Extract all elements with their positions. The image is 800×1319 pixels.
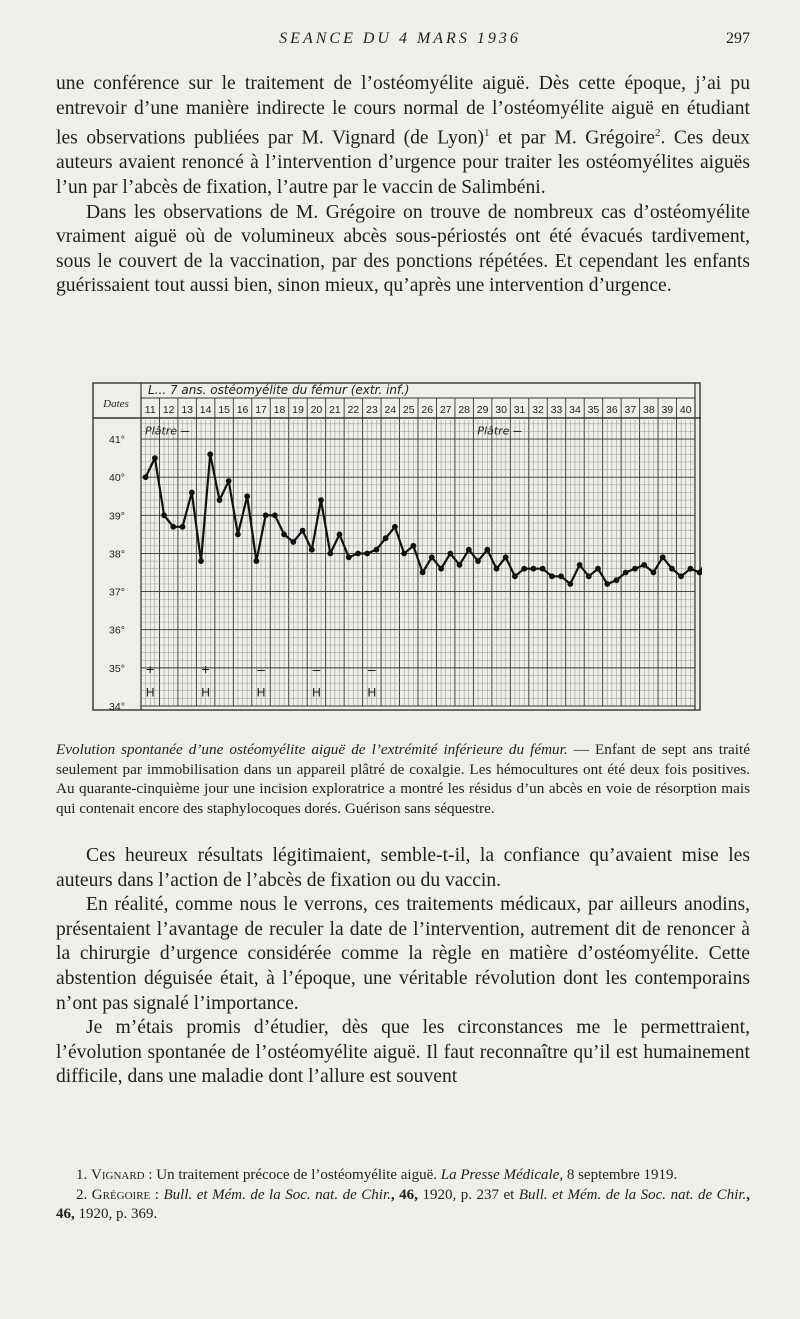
temperature-point (457, 562, 463, 568)
paragraph-1: une conférence sur le traitement de l’ostéomyélite aiguë. Dès cette époque, j’ai pu entrevoir d’une manière indirecte le cours normal de l’ostéomyélite aiguë en étudiant les observations publiées par M. Vignard (de Lyon)$^1$ et par M. Grégoire$^2$. Ces deux auteurs avaient renoncé à l’intervention d’urgence pour traiter les ostéomyélites aiguës l’un par l’abcès de fixation, l’autre par le vaccin de Salimbéni. (56, 73, 750, 198)
temperature-point (272, 512, 278, 518)
day-label: 14 (199, 404, 212, 416)
temperature-point (226, 478, 232, 484)
temperature-point (567, 581, 573, 587)
temperature-point (309, 547, 315, 553)
temperature-point (235, 532, 241, 538)
temperature-point (623, 570, 629, 576)
day-label: 11 (144, 404, 156, 416)
temperature-point (152, 455, 158, 461)
hemoculture-label: H (201, 685, 210, 700)
y-tick-label: 34° (109, 701, 125, 712)
temperature-point (447, 551, 453, 557)
chart-frame (93, 383, 700, 710)
temperature-point (660, 554, 666, 560)
figure-caption (56, 740, 750, 818)
temperature-point (189, 490, 195, 496)
top-text-block (56, 72, 750, 299)
y-tick-label: 36° (109, 624, 125, 637)
temperature-point (466, 547, 472, 553)
y-tick-label: 40° (109, 472, 125, 485)
y-tick-label: 41° (109, 434, 125, 447)
y-tick-label: 39° (109, 510, 125, 523)
day-label: 13 (181, 404, 194, 416)
day-label: 29 (476, 404, 489, 416)
day-label: 38 (642, 404, 655, 416)
hemoculture-sign: – (312, 660, 321, 677)
temperature-point (512, 573, 518, 579)
temperature-point (217, 497, 223, 503)
running-head (0, 30, 800, 54)
day-label: 27 (439, 404, 452, 416)
temperature-point (688, 566, 694, 572)
footnote-mark-2: 2 (654, 127, 661, 140)
temperature-point (281, 532, 287, 538)
hemoculture-label: H (312, 685, 321, 700)
temperature-point (244, 493, 250, 499)
footnotes (56, 1166, 750, 1225)
temperature-point (170, 524, 176, 530)
temperature-point (558, 573, 564, 579)
day-label: 23 (365, 404, 378, 416)
day-label: 30 (495, 404, 507, 416)
day-label: 33 (550, 404, 563, 416)
footnote-2: 2. Grégoire : Bull. et Mém. de la Soc. nat. de Chir., 46, 1920, p. 237 et Bull. et Mém. de la Soc. nat. de Chir., 46, 1920, p. 369. (56, 1186, 751, 1222)
temperature-chart-svg (92, 380, 702, 712)
temperature-point (521, 566, 527, 572)
footnote-mark-1: 1 (484, 127, 490, 140)
temperature-point (364, 551, 370, 557)
temperature-point (327, 551, 333, 557)
y-tick-label: 35° (109, 662, 125, 675)
day-label: 36 (606, 404, 618, 416)
day-label: 35 (587, 404, 600, 416)
temperature-point (420, 570, 426, 576)
caption-title: Evolution spontanée d’une ostéomyélite aiguë de l’extrémité inférieure du fémur. (56, 741, 568, 758)
day-label: 40 (679, 404, 692, 416)
temperature-point (374, 547, 380, 553)
day-label: 19 (292, 404, 304, 416)
y-tick-label: 38° (109, 548, 125, 561)
day-label: 34 (569, 404, 581, 416)
paragraph-5: Je m’étais promis d’étudier, dès que les circonstances me le permettraient, l’évolution spontanée de l’ostéomyélite aiguë. Il faut reconnaître qu’il est humainement difficile, dans une maladie dont l’allure est souvent (56, 1017, 750, 1088)
temperature-point (254, 558, 260, 564)
temperature-point (531, 566, 537, 572)
temperature-point (263, 512, 269, 518)
platre-annotation: Plâtre (145, 424, 178, 438)
temperature-chart (92, 380, 702, 712)
temperature-point (318, 497, 324, 503)
day-label: 16 (236, 404, 249, 416)
temperature-point (604, 581, 610, 587)
day-label: 28 (458, 404, 471, 416)
temperature-point (355, 551, 361, 557)
platre-annotation: Plâtre (477, 424, 510, 438)
temperature-point (651, 570, 657, 576)
temperature-point (346, 554, 352, 560)
temperature-point (392, 524, 398, 530)
hemoculture-label: H (367, 685, 377, 700)
hemoculture-sign: + (146, 660, 155, 677)
temperature-point (540, 566, 546, 572)
temperature-point (586, 573, 592, 579)
hemoculture-sign: – (367, 660, 376, 677)
temperature-point (438, 566, 444, 572)
paragraph-2: Dans les observations de M. Grégoire on trouve de nombreux cas d’ostéomyélite vraiment aiguë où de volumineux abcès sous-périostés ont été évacués tardivement, sous le couvert de la vaccination, par des ponctions répétées. Et cependant les enfants guérissaient tout aussi bien, sinon mieux, qu’après une intervention d’urgence. (56, 201, 750, 297)
y-tick-label: 37° (109, 586, 125, 599)
temperature-point (180, 524, 186, 530)
temperature-point (300, 528, 306, 534)
temperature-point (161, 512, 167, 518)
chart-title: L... 7 ans. ostéomyélite du fémur (extr. inf.) (148, 383, 410, 397)
day-label: 26 (421, 404, 434, 416)
temperature-series-line (146, 454, 702, 584)
temperature-point (143, 474, 149, 480)
day-label: 32 (532, 404, 544, 416)
temperature-point (595, 566, 601, 572)
hemoculture-sign: – (257, 660, 265, 677)
temperature-point (411, 543, 417, 549)
temperature-point (383, 535, 389, 541)
day-label: 17 (255, 404, 267, 416)
day-label: 39 (661, 404, 674, 416)
temperature-point (577, 562, 583, 568)
bottom-text-block (56, 844, 750, 1090)
day-label: 22 (347, 404, 360, 416)
temperature-point (475, 558, 481, 564)
footnote-1: 1. Vignard : Un traitement précoce de l’ostéomyélite aiguë. La Presse Médicale, 8 septembre 1919. (76, 1167, 678, 1183)
temperature-point (503, 554, 509, 560)
day-label: 37 (624, 404, 637, 416)
temperature-point (614, 577, 620, 583)
temperature-point (669, 566, 675, 572)
temperature-point (429, 554, 435, 560)
temperature-point (632, 566, 638, 572)
hemoculture-sign: + (201, 660, 210, 677)
paragraph-3: Ces heureux résultats légitimaient, semble-t-il, la confiance qu’avaient mise les auteurs dans l’action de l’abcès de fixation ou du vaccin. (56, 845, 750, 891)
running-title: SEANCE DU 4 MARS 1936 (279, 30, 521, 47)
temperature-point (401, 551, 407, 557)
temperature-point (337, 532, 343, 538)
temperature-point (641, 562, 647, 568)
dates-label: Dates (103, 398, 129, 410)
temperature-point (549, 573, 555, 579)
day-label: 15 (218, 404, 230, 416)
temperature-point (678, 573, 684, 579)
temperature-point (207, 451, 213, 457)
temperature-point (484, 547, 490, 553)
day-label: 21 (329, 404, 341, 416)
day-label: 12 (162, 404, 175, 416)
hemoculture-label: H (145, 685, 155, 700)
day-label: 31 (513, 404, 526, 416)
page-number: 297 (726, 30, 750, 47)
temperature-point (198, 558, 204, 564)
temperature-point (494, 566, 500, 572)
day-label: 18 (273, 404, 286, 416)
temperature-point (290, 539, 296, 545)
day-label: 20 (310, 404, 323, 416)
day-label: 24 (384, 404, 397, 416)
hemoculture-label: H (256, 685, 266, 700)
paragraph-4: En réalité, comme nous le verrons, ces traitements médicaux, par ailleurs anodins, présentaient l’avantage de reculer la date de l’intervention, autrement dit de renoncer à la chirurgie d’urgence considérée comme la règle en matière d’ostéomyélite. Cette abstention déguisée était, à l’époque, une véritable révolution dont les contemporains n’ont pas signalé l’importance. (56, 894, 750, 1014)
day-label: 25 (402, 404, 415, 416)
caption-text: — Enfant de sept ans traité seulement par immobilisation dans un appareil plâtré de coxalgie. Les hémocultures ont été deux fois positives. Au quarante-cinquième jour une incision exploratrice a montré les résidus d’un abcès en voie de résorption mais qui contenait encore des staphylocoques dorés. Guérison sans séquestre. (56, 741, 750, 817)
